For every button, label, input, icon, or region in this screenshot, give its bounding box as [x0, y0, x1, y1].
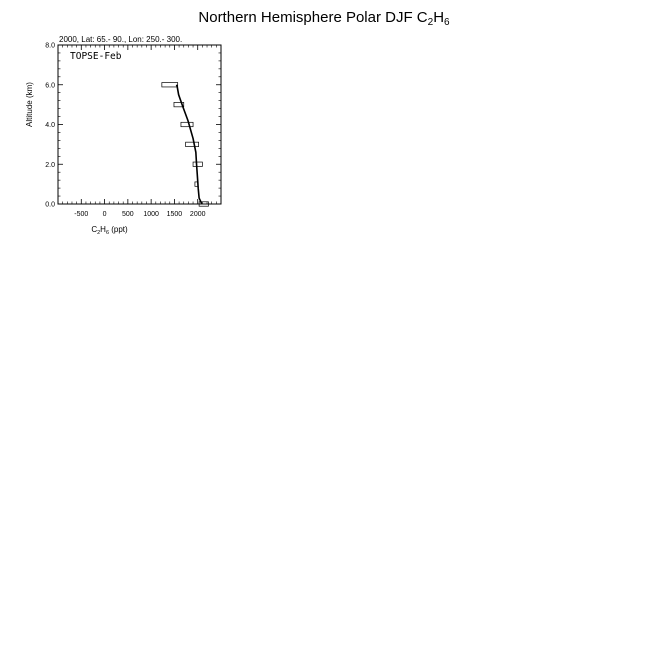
x-axis-title: $C_2H_6$ (ppt) — [91, 225, 128, 236]
panel-label: TOPSE-Feb — [70, 51, 122, 62]
x-tick-label: 1500 — [166, 211, 183, 218]
x-tick-label: 500 — [122, 211, 134, 218]
x-tick-label: 2000 — [189, 211, 206, 218]
y-tick-label: 2.0 — [45, 161, 55, 169]
observation-box — [193, 162, 202, 166]
observation-box — [162, 83, 178, 87]
tick-labels — [45, 43, 205, 219]
chart-title: Northern Hemisphere Polar DJF $C_2H_6$ — [198, 9, 450, 28]
y-tick-label: 4.0 — [45, 122, 55, 129]
y-tick-label: 0.0 — [45, 201, 55, 209]
y-tick-label: 8.0 — [45, 42, 55, 50]
plot-frame — [58, 45, 221, 204]
observation-boxes — [162, 83, 209, 207]
x-tick-label: 0 — [102, 211, 107, 218]
y-tick-label: 6.0 — [45, 82, 55, 90]
observation-box — [181, 122, 193, 126]
x-tick-label: 1000 — [143, 211, 159, 218]
x-tick-label: -500 — [74, 211, 89, 218]
observation-box — [186, 142, 199, 146]
axis-ticks — [58, 45, 221, 204]
chart-subtitle: 2000, Lat: 65.- 90., Lon: 250.- 300. — [59, 35, 183, 44]
y-axis-title: Altitude (km) — [25, 82, 34, 127]
